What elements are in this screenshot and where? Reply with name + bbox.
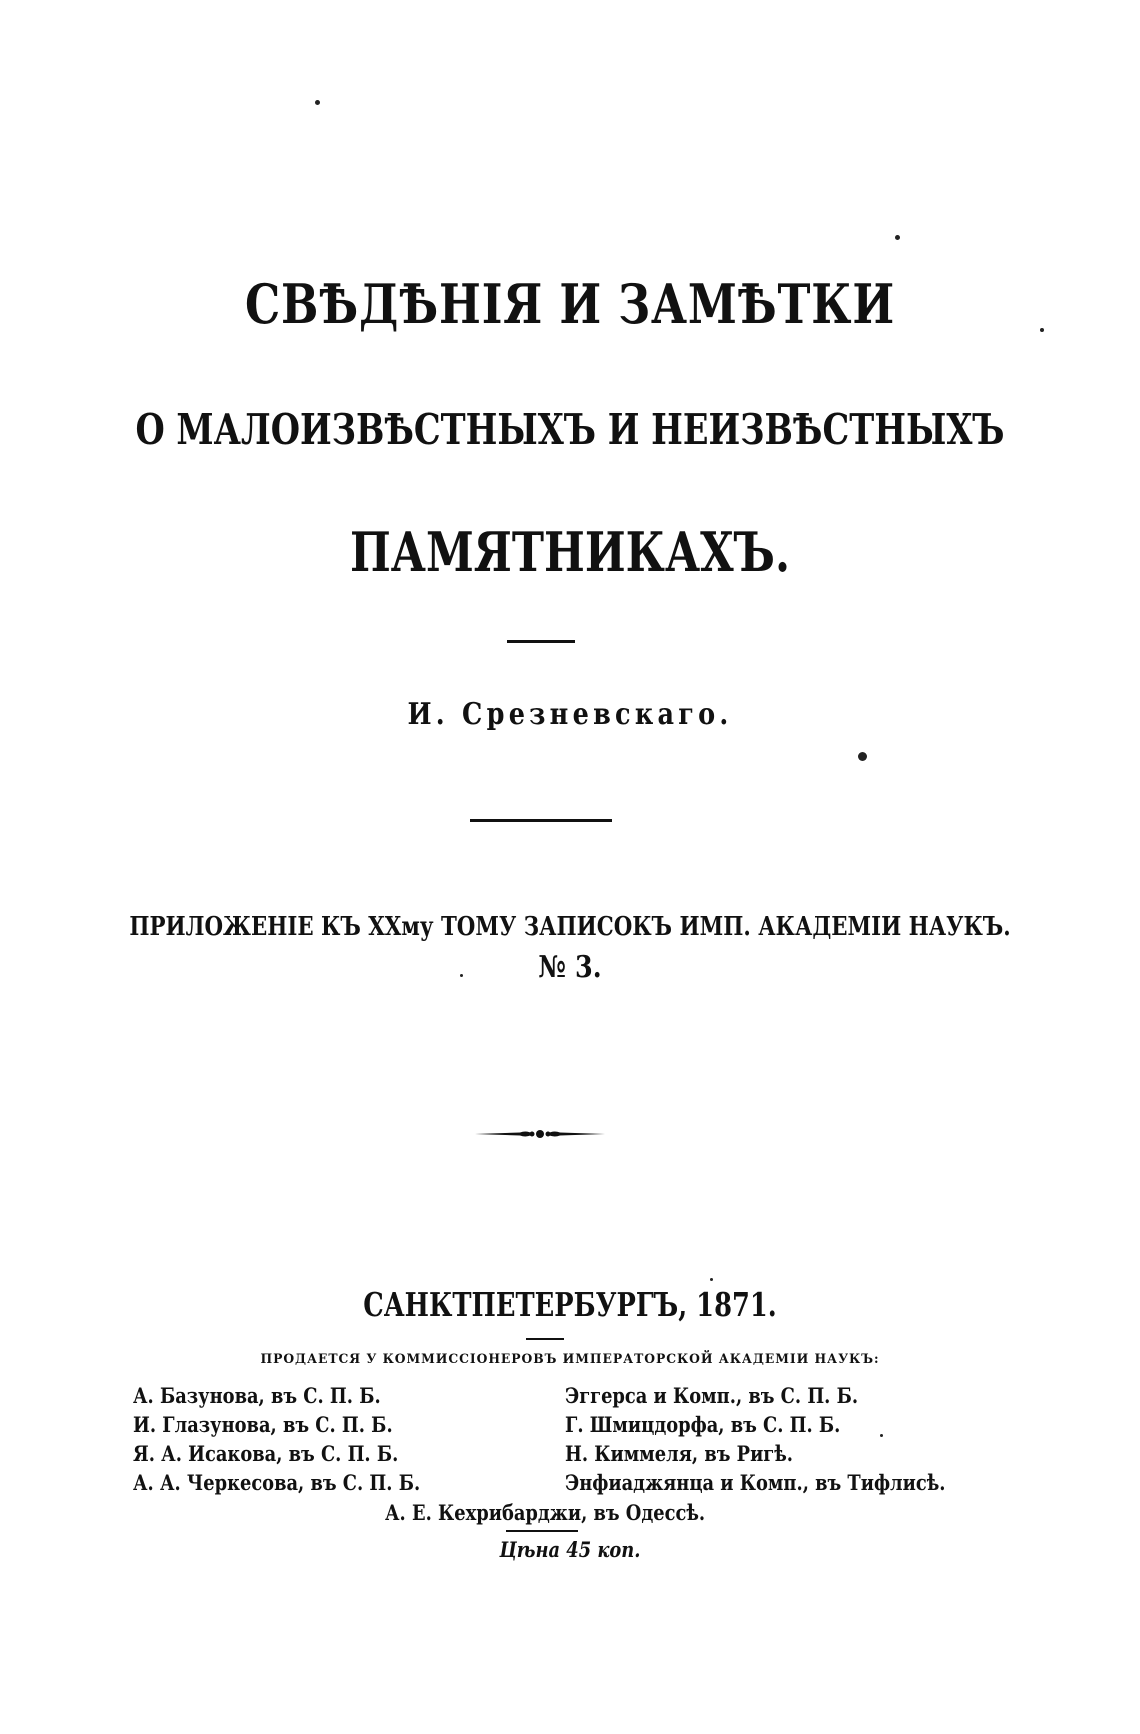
scan-speck bbox=[880, 1434, 883, 1437]
imprint-city-year: САНКТПЕТЕРБУРГЪ, 1871. bbox=[363, 1285, 777, 1324]
price-line: Цѣна 45 коп. bbox=[499, 1537, 641, 1562]
seller-right-4: Энфиаджянца и Комп., въ Тифлисѣ. bbox=[565, 1470, 946, 1495]
scan-speck bbox=[895, 235, 900, 240]
seller-right-3: Н. Киммеля, въ Ригѣ. bbox=[565, 1441, 794, 1466]
seller-left-2: И. Глазунова, въ С. П. Б. bbox=[133, 1412, 393, 1437]
sold-by-heading: ПРОДАЕТСЯ У КОММИССІОНЕРОВЪ ИМПЕРАТОРСКОЙ АКАДЕМІИ НАУКЪ: bbox=[260, 1352, 880, 1367]
scan-speck bbox=[858, 752, 867, 761]
issue-number: № 3. bbox=[538, 950, 602, 985]
separator-rule-4 bbox=[506, 1530, 578, 1532]
scan-speck bbox=[710, 1278, 713, 1281]
separator-rule-1 bbox=[507, 640, 575, 643]
scan-speck bbox=[460, 974, 463, 977]
author-name: И. Срезневскаго. bbox=[407, 697, 733, 732]
seller-left-3: Я. А. Исакова, въ С. П. Б. bbox=[133, 1441, 399, 1466]
seller-right-2: Г. Шмицдорфа, въ С. П. Б. bbox=[565, 1412, 841, 1437]
separator-rule-3 bbox=[526, 1338, 564, 1340]
title-line-3: ПАМЯТНИКАХЪ. bbox=[349, 520, 791, 584]
ornament-divider bbox=[475, 1127, 605, 1141]
supplement-line: ПРИЛОЖЕНІЕ КЪ XXму ТОМУ ЗАПИСОКЪ ИМП. АКАДЕМІИ НАУКЪ. bbox=[129, 912, 1011, 942]
scan-speck bbox=[1040, 328, 1044, 332]
seller-center: А. Е. Кехрибарджи, въ Одессѣ. bbox=[385, 1500, 706, 1525]
title-line-2: О МАЛОИЗВѢСТНЫХЪ И НЕИЗВѢСТНЫХЪ bbox=[135, 405, 1005, 454]
seller-right-1: Эггерса и Комп., въ С. П. Б. bbox=[565, 1383, 859, 1408]
separator-rule-2 bbox=[470, 819, 612, 822]
seller-left-4: А. А. Черкесова, въ С. П. Б. bbox=[133, 1470, 421, 1495]
title-line-1: СВѢДѢНІЯ И ЗАМѢТКИ bbox=[244, 272, 896, 336]
scan-speck bbox=[315, 100, 320, 105]
seller-left-1: А. Базунова, въ С. П. Б. bbox=[133, 1383, 381, 1408]
